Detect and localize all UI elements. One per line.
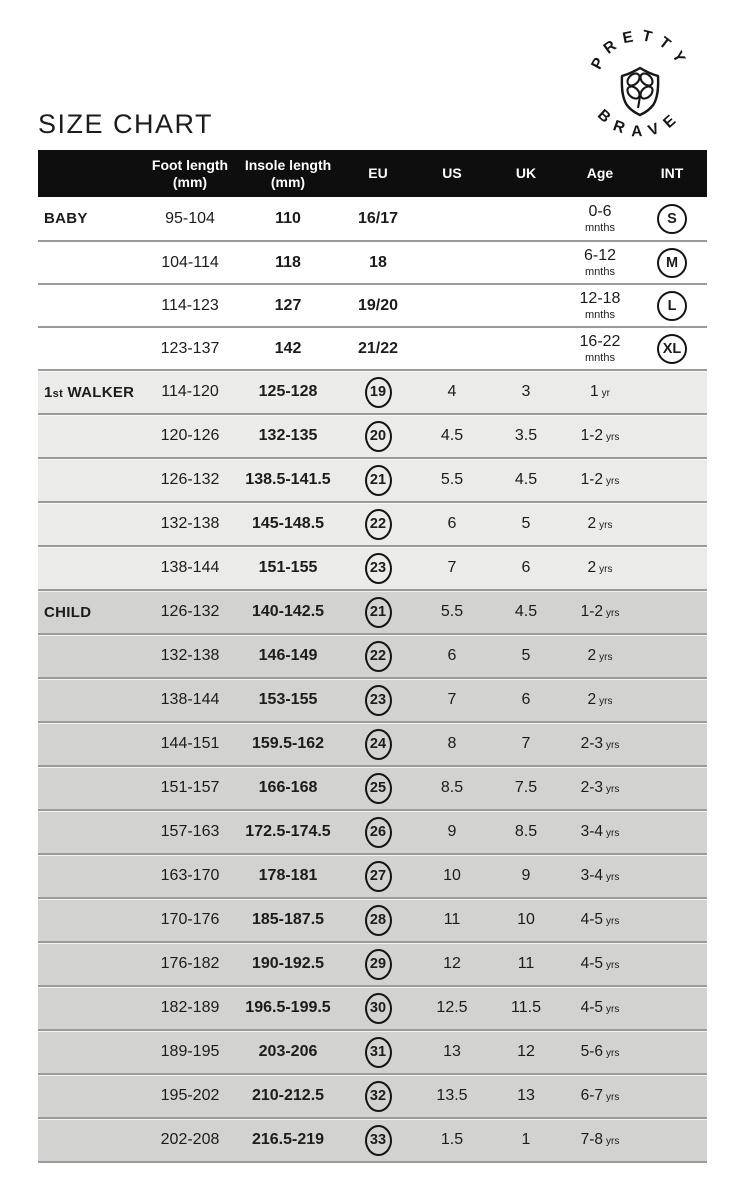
- table-row: [38, 1073, 707, 1117]
- header-foot-length: [152, 157, 228, 191]
- us-size-cell: 10: [443, 867, 461, 884]
- age-unit: yrs: [606, 608, 620, 619]
- foot-length-cell: 104-114: [161, 253, 219, 271]
- age-unit: yrs: [606, 1092, 620, 1103]
- table-row: [38, 765, 707, 809]
- insole-length-cell: 196.5-199.5: [245, 999, 331, 1016]
- category-label: BABY: [44, 210, 88, 227]
- age-cell: [581, 1131, 620, 1149]
- eu-size-circle: 33: [365, 1125, 392, 1156]
- age-cell: [581, 1087, 620, 1105]
- us-size-cell: 5.5: [440, 603, 464, 620]
- age-unit: mnths: [585, 308, 615, 321]
- table-row: [38, 589, 707, 633]
- insole-length-cell: 159.5-162: [251, 735, 325, 752]
- age-value: 1: [590, 383, 599, 400]
- age-unit: yrs: [606, 1136, 620, 1147]
- uk-size-cell: 4.5: [514, 471, 538, 488]
- eu-size-circle: 24: [365, 729, 392, 760]
- age-value: 4-5: [580, 911, 604, 928]
- eu-size-circle: 19: [365, 377, 392, 408]
- us-size-cell: 8.5: [440, 779, 464, 796]
- eu-size-value: 18: [369, 253, 387, 271]
- age-value: 6-12: [583, 246, 617, 264]
- foot-length-cell: 138-144: [160, 559, 220, 576]
- insole-length-cell: 140-142.5: [251, 603, 325, 620]
- age-cell: [580, 291, 621, 321]
- eu-size-cell: [365, 421, 392, 452]
- eu-size-cell: [365, 1081, 392, 1112]
- us-size-cell: 9: [447, 823, 457, 840]
- age-value: 3-4: [580, 823, 604, 840]
- age-unit: yrs: [606, 828, 620, 839]
- int-size-circle: XL: [657, 334, 688, 364]
- eu-size-circle: 26: [365, 817, 392, 848]
- us-size-cell: 13.5: [436, 1087, 468, 1104]
- eu-size-cell: [365, 377, 392, 408]
- us-size-cell: 4: [447, 383, 457, 400]
- age-unit: yrs: [606, 476, 620, 487]
- foot-length-cell: 95-104: [165, 209, 215, 227]
- table-row: [38, 985, 707, 1029]
- int-size-cell: [657, 334, 688, 364]
- eu-size-cell: [365, 729, 392, 760]
- age-cell: [590, 383, 610, 401]
- eu-size-cell: [365, 685, 392, 716]
- header-int: INT: [660, 165, 684, 182]
- age-value: 4-5: [580, 955, 604, 972]
- age-unit: yrs: [606, 960, 620, 971]
- foot-length-cell: 144-151: [160, 735, 220, 752]
- insole-length-cell: 178-181: [258, 867, 318, 884]
- table-row: [38, 809, 707, 853]
- header-foot-length-line2: (mm): [172, 173, 208, 190]
- eu-size-circle: 20: [365, 421, 392, 452]
- age-unit: yrs: [599, 520, 613, 531]
- age-value: 3-4: [580, 867, 604, 884]
- header-foot-length-line1: Foot length: [151, 156, 229, 173]
- us-size-cell: 6: [447, 647, 457, 664]
- eu-size-circle: 22: [365, 509, 392, 540]
- int-size-circle: L: [657, 291, 687, 321]
- uk-size-cell: 4.5: [514, 603, 538, 620]
- eu-size-value: 21/22: [357, 339, 399, 357]
- size-chart-body: [38, 197, 707, 1163]
- insole-length-cell: 190-192.5: [251, 955, 325, 972]
- eu-size-cell: [365, 641, 392, 672]
- table-row: [38, 1029, 707, 1073]
- header-eu: EU: [368, 165, 388, 182]
- age-value: 6-7: [580, 1087, 604, 1104]
- uk-size-cell: 5: [521, 647, 531, 664]
- age-value: 0-6: [588, 202, 612, 220]
- age-value: 1-2: [580, 471, 604, 488]
- age-cell: [581, 603, 620, 621]
- eu-size-cell: [365, 861, 392, 892]
- us-size-cell: 7: [447, 691, 457, 708]
- table-row: [38, 633, 707, 677]
- age-cell: [581, 427, 620, 445]
- age-value: 16-22: [579, 332, 621, 350]
- insole-length-cell: 153-155: [258, 691, 318, 708]
- header-insole-length: [245, 157, 331, 191]
- int-size-cell: [657, 204, 687, 234]
- age-cell: [581, 911, 620, 929]
- int-size-circle: S: [657, 204, 687, 234]
- eu-size-circle: 28: [365, 905, 392, 936]
- foot-length-cell: 114-123: [161, 296, 219, 314]
- age-value: 1-2: [580, 603, 604, 620]
- foot-length-cell: 126-132: [160, 603, 220, 620]
- insole-length-cell: 145-148.5: [251, 515, 325, 532]
- table-row: [38, 283, 707, 326]
- foot-length-cell: 189-195: [160, 1043, 220, 1060]
- eu-size-cell: [358, 340, 398, 358]
- header-insole-length-line2: (mm): [270, 173, 306, 190]
- age-value: 12-18: [579, 289, 621, 307]
- age-cell: [588, 691, 613, 709]
- foot-length-cell: 151-157: [160, 779, 220, 796]
- foot-length-cell: 176-182: [160, 955, 220, 972]
- foot-length-cell: 132-138: [160, 515, 220, 532]
- insole-length-cell: 146-149: [258, 647, 318, 664]
- age-cell: [588, 515, 613, 533]
- uk-size-cell: 11.5: [511, 999, 541, 1016]
- pretty-brave-logo: [570, 12, 710, 152]
- uk-size-cell: 1: [521, 1131, 531, 1148]
- uk-size-cell: 7: [521, 735, 531, 752]
- eu-size-cell: [365, 905, 392, 936]
- category-cell: [38, 210, 88, 227]
- insole-length-cell: 125-128: [258, 383, 318, 400]
- eu-size-cell: [365, 553, 392, 584]
- foot-length-cell: 114-120: [161, 383, 219, 400]
- category-label: 1: [44, 383, 53, 401]
- int-size-circle: M: [657, 248, 687, 278]
- eu-size-cell: [358, 210, 398, 228]
- header-age: Age: [586, 165, 614, 182]
- foot-length-cell: 123-137: [160, 339, 220, 357]
- uk-size-cell: 12: [517, 1043, 535, 1060]
- table-row: [38, 677, 707, 721]
- eu-size-circle: 22: [365, 641, 392, 672]
- eu-size-circle: 32: [365, 1081, 392, 1112]
- eu-size-cell: [358, 297, 398, 315]
- insole-length-cell: 166-168: [258, 779, 318, 796]
- age-stack: [585, 204, 615, 234]
- table-row: [38, 941, 707, 985]
- eu-size-circle: 23: [365, 685, 392, 716]
- age-unit: mnths: [585, 221, 615, 234]
- uk-size-cell: 8.5: [514, 823, 538, 840]
- us-size-cell: 8: [447, 735, 457, 752]
- us-size-cell: 1.5: [440, 1131, 464, 1148]
- age-value: 5-6: [580, 1043, 604, 1060]
- table-row: [38, 721, 707, 765]
- category-label-ordinal: st: [52, 387, 64, 400]
- us-size-cell: 12: [443, 955, 461, 972]
- us-size-cell: 12.5: [436, 999, 468, 1016]
- age-value: 2: [587, 691, 597, 708]
- age-cell: [581, 999, 620, 1017]
- insole-length-cell: 172.5-174.5: [245, 823, 331, 840]
- age-stack: [584, 248, 616, 278]
- age-cell: [581, 955, 620, 973]
- insole-length-cell: 138.5-141.5: [245, 471, 331, 488]
- age-cell: [585, 204, 615, 234]
- insole-length-cell: 203-206: [258, 1043, 318, 1060]
- eu-size-cell: [365, 1037, 392, 1068]
- age-cell: [581, 823, 620, 841]
- eu-size-circle: 30: [365, 993, 392, 1024]
- insole-length-cell: 216.5-219: [251, 1131, 325, 1148]
- us-size-cell: 11: [443, 911, 461, 928]
- age-cell: [588, 647, 613, 665]
- foot-length-cell: 120-126: [160, 427, 220, 444]
- uk-size-cell: 13: [517, 1087, 535, 1104]
- header-uk: UK: [515, 165, 537, 182]
- eu-size-cell: [365, 773, 392, 804]
- category-label: CHILD: [44, 603, 92, 621]
- table-row: [38, 240, 707, 283]
- foot-length-cell: 163-170: [160, 867, 220, 884]
- foot-length-cell: 138-144: [160, 691, 220, 708]
- us-size-cell: 6: [447, 515, 457, 532]
- eu-size-cell: [365, 817, 392, 848]
- age-unit: yrs: [606, 1048, 620, 1059]
- uk-size-cell: 6: [521, 691, 531, 708]
- insole-length-cell: 210-212.5: [251, 1087, 325, 1104]
- insole-length-cell: 151-155: [258, 559, 318, 576]
- insole-length-cell: 132-135: [258, 427, 318, 444]
- age-cell: [588, 559, 613, 577]
- table-row: [38, 501, 707, 545]
- eu-size-circle: 21: [365, 597, 392, 628]
- eu-size-cell: [365, 465, 392, 496]
- age-unit: yrs: [606, 740, 620, 751]
- eu-size-circle: 29: [365, 949, 392, 980]
- age-cell: [581, 735, 620, 753]
- age-value: 2: [587, 559, 597, 576]
- uk-size-cell: 6: [521, 559, 531, 576]
- clover-icon: [625, 71, 655, 108]
- age-value: 1-2: [580, 427, 604, 444]
- insole-length-cell: 185-187.5: [251, 911, 325, 928]
- foot-length-cell: 157-163: [160, 823, 220, 840]
- eu-size-cell: [365, 949, 392, 980]
- uk-size-cell: 3.5: [514, 427, 538, 444]
- uk-size-cell: 3: [521, 383, 531, 400]
- age-unit: yrs: [606, 1004, 620, 1015]
- table-row: [38, 1117, 707, 1161]
- page-title: SIZE CHART: [38, 109, 214, 139]
- table-row: [38, 545, 707, 589]
- age-cell: [581, 779, 620, 797]
- eu-size-cell: [365, 509, 392, 540]
- age-cell: [581, 471, 620, 489]
- table-row: [38, 369, 707, 413]
- table-row: [38, 897, 707, 941]
- eu-size-circle: 27: [365, 861, 392, 892]
- age-unit: yrs: [606, 784, 620, 795]
- foot-length-cell: 126-132: [160, 471, 220, 488]
- us-size-cell: 13: [443, 1043, 461, 1060]
- age-cell: [581, 867, 620, 885]
- size-chart-table: [38, 150, 707, 1163]
- eu-size-circle: 21: [365, 465, 392, 496]
- age-value: 4-5: [580, 999, 604, 1016]
- age-unit: mnths: [585, 351, 615, 364]
- logo-bottom-text: BRAVE: [594, 106, 686, 141]
- us-size-cell: 4.5: [440, 427, 464, 444]
- age-cell: [581, 1043, 620, 1061]
- age-unit: yrs: [599, 564, 613, 575]
- uk-size-cell: 7.5: [514, 779, 538, 796]
- uk-size-cell: 10: [517, 911, 535, 928]
- age-unit: yrs: [606, 432, 620, 443]
- age-unit: yrs: [606, 872, 620, 883]
- foot-length-cell: 132-138: [160, 647, 220, 664]
- age-cell: [580, 334, 621, 364]
- age-value: 2-3: [580, 735, 604, 752]
- category-label-rest: WALKER: [63, 383, 135, 401]
- eu-size-cell: [369, 254, 387, 272]
- int-size-cell: [657, 291, 687, 321]
- age-unit: yr: [601, 388, 610, 399]
- age-unit: yrs: [606, 916, 620, 927]
- uk-size-cell: 5: [521, 515, 531, 532]
- header-insole-length-line1: Insole length: [244, 156, 332, 173]
- uk-size-cell: 11: [517, 955, 535, 972]
- foot-length-cell: 202-208: [160, 1131, 220, 1148]
- eu-size-cell: [365, 993, 392, 1024]
- age-unit: yrs: [599, 696, 613, 707]
- eu-size-circle: 23: [365, 553, 392, 584]
- age-value: 2: [587, 647, 597, 664]
- us-size-cell: 5.5: [440, 471, 464, 488]
- eu-size-cell: [365, 597, 392, 628]
- category-cell: [38, 384, 134, 401]
- age-value: 2-3: [580, 779, 604, 796]
- logo-top-text: PRETTY: [588, 27, 692, 73]
- header-us: US: [442, 165, 462, 182]
- insole-length-cell: 142: [274, 339, 302, 357]
- table-row: [38, 853, 707, 897]
- us-size-cell: 7: [447, 559, 457, 576]
- eu-size-value: 16/17: [357, 209, 399, 227]
- age-unit: mnths: [585, 265, 615, 278]
- age-stack: [580, 334, 621, 364]
- table-row: [38, 197, 707, 240]
- uk-size-cell: 9: [521, 867, 531, 884]
- eu-size-value: 19/20: [357, 296, 399, 314]
- eu-size-cell: [365, 1125, 392, 1156]
- table-row: [38, 457, 707, 501]
- age-value: 7-8: [580, 1131, 604, 1148]
- insole-length-cell: 118: [275, 253, 301, 271]
- int-size-cell: [657, 248, 687, 278]
- table-row: [38, 413, 707, 457]
- foot-length-cell: 195-202: [160, 1087, 220, 1104]
- age-unit: yrs: [599, 652, 613, 663]
- insole-length-cell: 127: [274, 296, 302, 314]
- insole-length-cell: 110: [275, 209, 301, 227]
- category-cell: [38, 604, 91, 621]
- table-header-row: [38, 150, 707, 197]
- table-row: [38, 326, 707, 369]
- eu-size-circle: 31: [365, 1037, 392, 1068]
- foot-length-cell: 170-176: [160, 911, 220, 928]
- eu-size-circle: 25: [365, 773, 392, 804]
- age-value: 2: [587, 515, 597, 532]
- age-stack: [580, 291, 621, 321]
- age-cell: [584, 248, 616, 278]
- foot-length-cell: 182-189: [160, 999, 220, 1016]
